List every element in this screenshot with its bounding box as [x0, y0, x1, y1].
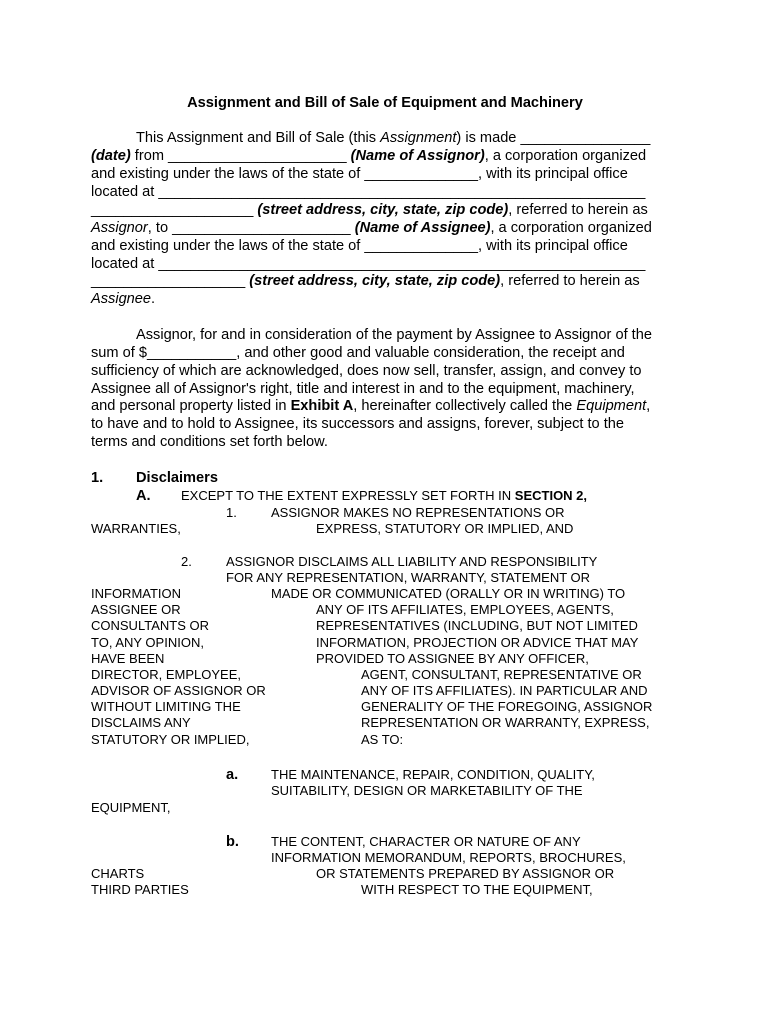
item-2-number: 2. [181, 554, 192, 569]
item-2-row-right: REPRESENTATIVES (INCLUDING, BUT NOT LIMITED [316, 618, 638, 633]
intro-line-5: ____________________ (street address, city, state, zip code), referred to herein as [91, 202, 648, 218]
sub-a-label: a. [226, 767, 239, 783]
item-2-row-right: PROVIDED TO ASSIGNEE BY ANY OFFICER, [316, 651, 589, 666]
item-2-row-left: WITHOUT LIMITING THE [91, 699, 241, 714]
sub-b-line-1: THE CONTENT, CHARACTER OR NATURE OF ANY [271, 834, 581, 849]
para2-line-4: Assignee all of Assignor's right, title and interest in and to the equipment, machinery, [91, 381, 635, 397]
item-2-row-left: HAVE BEEN [91, 651, 165, 666]
item-2-row-left: DISCLAIMS ANY [91, 715, 191, 730]
para2-line-6: to have and to hold to Assignee, its successors and assigns, forever, subject to the [91, 416, 624, 432]
intro-line-2: (date) from ______________________ (Name of Assignor), a corporation organized [91, 148, 647, 164]
document-title: Assignment and Bill of Sale of Equipment and Machinery [187, 95, 583, 111]
item-1-line-2-left: WARRANTIES, [91, 521, 181, 536]
item-1-number: 1. [226, 505, 237, 520]
item-2-row-left: CONSULTANTS OR [91, 618, 209, 633]
sub-b-line-3-right: OR STATEMENTS PREPARED BY ASSIGNOR OR [316, 866, 615, 881]
intro-line-8: located at ____________________________________________________________ [91, 256, 646, 272]
item-1-line-1: ASSIGNOR MAKES NO REPRESENTATIONS OR [271, 505, 565, 520]
sub-a-line-2: SUITABILITY, DESIGN OR MARKETABILITY OF THE [271, 783, 583, 798]
item-2-row-left: DIRECTOR, EMPLOYEE, [91, 667, 242, 682]
item-2-row-right: MADE OR COMMUNICATED (ORALLY OR IN WRITING) TO [271, 586, 626, 601]
item-2-row-right: AGENT, CONSULTANT, REPRESENTATIVE OR [361, 667, 642, 682]
intro-line-6: Assignor, to ______________________ (Name of Assignee), a corporation organized [91, 220, 652, 236]
sub-b-line-3-left: CHARTS [91, 866, 145, 881]
section-1-number: 1. [91, 470, 104, 486]
clause-a-label: A. [136, 488, 151, 504]
sub-b-line-4-left: THIRD PARTIES [91, 882, 189, 897]
item-2-row-left: INFORMATION [91, 586, 182, 601]
item-1-line-2-right: EXPRESS, STATUTORY OR IMPLIED, AND [316, 521, 574, 536]
para2-line-3: sufficiency of which are acknowledged, does now sell, transfer, assign, and convey to [91, 363, 642, 379]
intro-line-4: located at ____________________________________________________________ [91, 184, 646, 200]
intro-line-3: and existing under the laws of the state of ______________, with its principal office [91, 166, 628, 182]
item-2-row-right: ANY OF ITS AFFILIATES, EMPLOYEES, AGENTS, [316, 602, 614, 617]
para2-line-1: Assignor, for and in consideration of the payment by Assignee to Assignor of the [136, 327, 652, 343]
item-2-row-right: GENERALITY OF THE FOREGOING, ASSIGNOR [361, 699, 653, 714]
section-1-heading: Disclaimers [136, 470, 218, 486]
sub-a-line-1: THE MAINTENANCE, REPAIR, CONDITION, QUALITY, [271, 767, 595, 782]
intro-line-1: This Assignment and Bill of Sale (this Assignment) is made ________________ [136, 130, 651, 146]
sub-a-line-3: EQUIPMENT, [91, 800, 171, 815]
intro-line-9: ___________________ (street address, city, state, zip code), referred to herein as [91, 273, 640, 289]
item-2-row-right: REPRESENTATION OR WARRANTY, EXPRESS, [361, 715, 650, 730]
item-2-row-right: INFORMATION, PROJECTION OR ADVICE THAT MAY [316, 635, 639, 650]
intro-line-10: Assignee. [91, 291, 156, 307]
item-2-row-right: ANY OF ITS AFFILIATES). IN PARTICULAR AND [361, 683, 648, 698]
clause-a-text: EXCEPT TO THE EXTENT EXPRESSLY SET FORTH IN SECTION 2, [181, 488, 588, 503]
item-2-row-left: STATUTORY OR IMPLIED, [91, 732, 250, 747]
intro-line-7: and existing under the laws of the state of ______________, with its principal office [91, 238, 628, 254]
item-2-line-1: ASSIGNOR DISCLAIMS ALL LIABILITY AND RESPONSIBILITY [226, 554, 598, 569]
sub-b-line-2: INFORMATION MEMORANDUM, REPORTS, BROCHURES, [271, 850, 626, 865]
item-2-row-left: ASSIGNEE OR [91, 602, 181, 617]
item-2-row-left: ADVISOR OF ASSIGNOR OR [91, 683, 266, 698]
para2-line-2: sum of $___________, and other good and valuable consideration, the receipt and [91, 345, 625, 361]
sub-b-line-4-right: WITH RESPECT TO THE EQUIPMENT, [361, 882, 593, 897]
item-2-row-left: TO, ANY OPINION, [91, 635, 204, 650]
item-2-row-right: AS TO: [361, 732, 404, 747]
para2-line-7: terms and conditions set forth below. [91, 434, 328, 450]
sub-b-label: b. [226, 834, 239, 850]
item-2-line-2: FOR ANY REPRESENTATION, WARRANTY, STATEMENT OR [226, 570, 591, 585]
para2-line-5: and personal property listed in Exhibit A, hereinafter collectively called the Equipment, [91, 398, 651, 414]
